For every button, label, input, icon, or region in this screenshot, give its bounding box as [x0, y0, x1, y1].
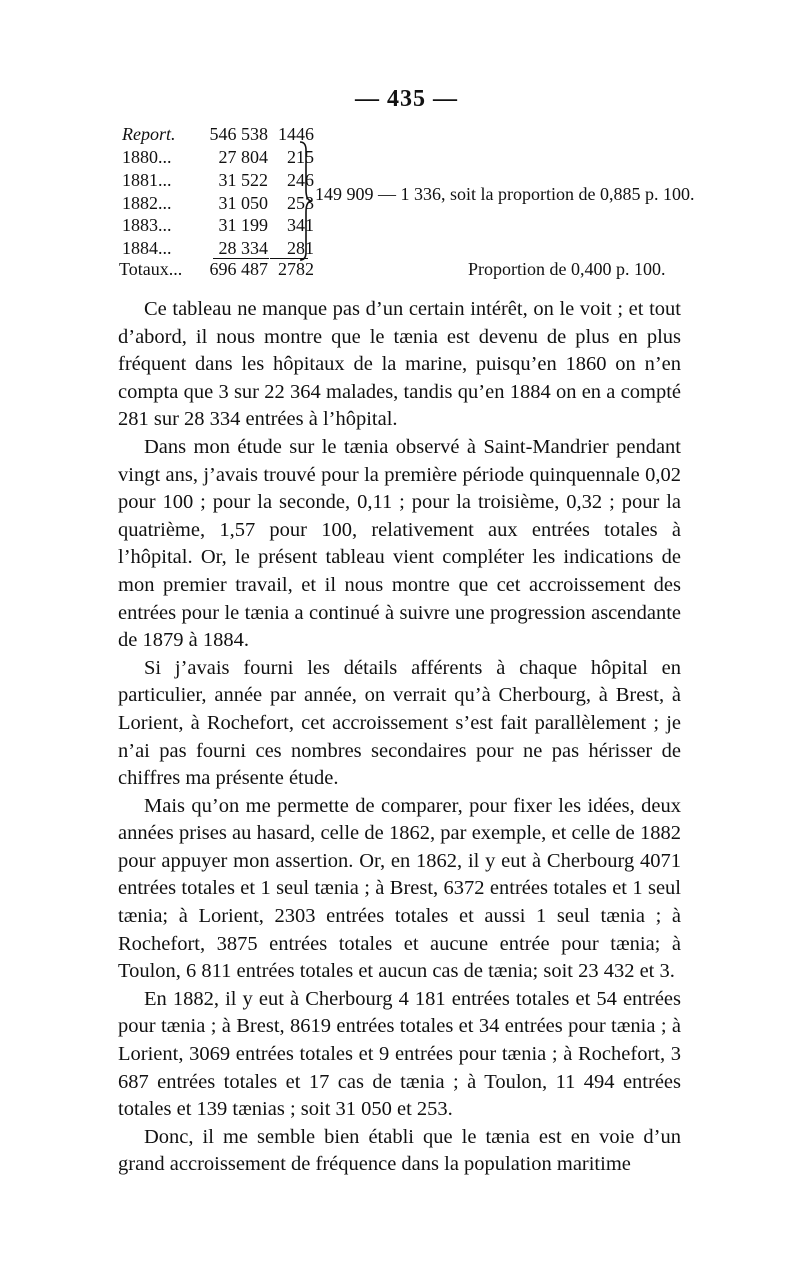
row-entries: 28 334	[218, 238, 268, 258]
row-year-1884: 1884...	[122, 238, 172, 258]
row-taenia: 246	[287, 170, 314, 190]
paragraph: Ce tableau ne manque pas d’un certain intérêt, on le voit ; et tout d’abord, il nous montre que le tænia est devenu de plus en plus fréquent dans les hôpitaux de la marine, puisqu’en 1860 on n’en compta que 3 sur 22 364 malades, tandis qu’en 1884 on en a compté 281 sur 28 334 entrées à l’hôpital.	[118, 298, 681, 431]
curly-brace	[298, 140, 312, 262]
row-entries: 27 804	[218, 147, 268, 167]
row-taenia: 215	[287, 147, 314, 167]
paragraph: En 1882, il y eut à Cherbourg 4 181 entrées totales et 54 entrées pour tænia ; à Brest, 8619 entrées totales et 34 entrées pour tænia ; à Lorient, 3069 entrées totales et 9 entrées pour tænia ; à Rochefort, 3 687 entrées totales et 17 cas de tænia ; à Toulon, 11 494 entrées totales et 139 tænias ; soit 31 050 et 253.	[118, 987, 681, 1121]
row-year-1881: 1881...	[122, 170, 172, 190]
row-taenia: 281	[287, 238, 314, 258]
row-year-1880: 1880...	[122, 147, 172, 167]
totals-proportion: Proportion de 0,400 p. 100.	[468, 259, 666, 279]
row-taenia: 253	[287, 193, 314, 213]
row-taenia: 341	[287, 215, 314, 235]
row-entries: 546 538	[209, 124, 268, 144]
paragraph: Mais qu’on me permette de comparer, pour fixer les idées, deux années prises au hasard, celle de 1862, par exemple, et celle de 1882 pour appuyer mon assertion. Or, en 1862, il y eut à Cherbourg 4071 entrées totales et 1 seul tænia ; à Brest, 6372 entrées totales et 1 seul tænia; à Lorient, 2303 entrées totales et aussi 1 seul tænia ; à Rochefort, 3875 entrées totales et aucune entrée pour tænia; à Toulon, 6 811 entrées totales et aucun cas de tænia; soit 23 432 et 3.	[118, 794, 681, 983]
row-entries: 31 050	[218, 193, 268, 213]
totals-label: Totaux...	[119, 259, 183, 279]
totals-taenia: 2782	[278, 259, 314, 279]
row-year-report: Report.	[122, 124, 176, 144]
row-year-1883: 1883...	[122, 215, 172, 235]
row-taenia: 1446	[278, 124, 314, 144]
paragraph: Donc, il me semble bien établi que le tænia est en voie d’un grand accroissement de fréquence dans la population maritime	[118, 1125, 681, 1176]
row-entries: 31 522	[218, 170, 268, 190]
totals-entries: 696 487	[209, 259, 268, 279]
body-text	[118, 296, 681, 1179]
row-year-1882: 1882...	[122, 193, 172, 213]
paragraph: Dans mon étude sur le tænia observé à Saint-Mandrier pendant vingt ans, j’avais trouvé pour la première période quinquennale 0,02 pour 100 ; pour la seconde, 0,11 ; pour la troisième, 0,32 ; pour la quatrième, 1,57 pour 100, relativement aux entrées totales à l’hôpital. Or, le présent tableau vient compléter les indications de mon premier travail, et il nous montre que cet accroissement des entrées pour le tænia a continué à suivre une progression ascendante de 1879 à 1884.	[118, 435, 681, 652]
page-number: — 435 —	[355, 86, 458, 112]
paragraph: Si j’avais fourni les détails afférents à chaque hôpital en particulier, année par année, on verrait qu’à Cherbourg, à Brest, à Lorient, à Rochefort, cet accroissement s’est fait parallèlement ; je n’ai pas fourni ces nombres secondaires pour ne pas hérisser de chiffres ma présente étude.	[118, 656, 681, 790]
row-entries: 31 199	[218, 215, 268, 235]
brace-note: 149 909 — 1 336, soit la proportion de 0,885 p. 100.	[315, 184, 695, 204]
